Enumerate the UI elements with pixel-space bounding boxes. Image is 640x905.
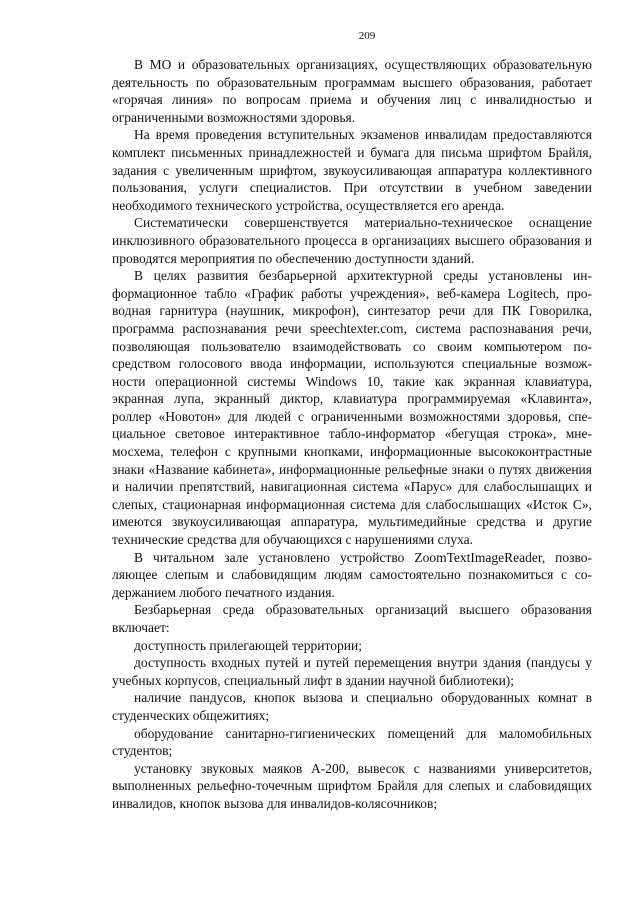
paragraph-barrier-free-intro: Безбарьерная среда образовательных организаций высшего образования включает: — [112, 602, 592, 635]
paragraph-entrance-exams: На время проведения вступительных экзаменов инвалидам предоставляются комплект письменных принадлежностей и бумага для письма шрифтом Брайля, задания с увеличенным шрифтом, звукоусиливающая аппаратура коллективного пользования, услуги специалистов. При отсутствии в учебном заведении необходимого технического устройства, осуществляется его аренда. — [112, 127, 592, 213]
paragraph-hotline: В МО и образовательных организациях, осуществляющих образовательную деятельность по образовательным программам высшего образования, работает «горячая линия» по вопросам приема и обучения лиц с инвалидностью и ограниченными возможностями здоровья. — [112, 57, 592, 125]
page-number: 209 — [358, 30, 376, 42]
paragraph-barrier-free-devices: В целях развития безбарьерной архитектурной среды установлены информационное табло «График работы учреждения», веб-камера Logitech, проводная гарнитура (наушник, микрофон), синтезатор речи для ПК Говорилка, программа распознавания речи speechtexter.com, система распознавания речи, позволяющая пользователю взаимодействовать со своим компьютером посредством голосового ввода информации, используются специальные возможности операционной системы Windows 10, такие как экранная клавиатура, экранная лупа, экранный диктор, клавиатура программируемая «Клавинта», роллер «Новотон» для людей с ограниченными возможностями здоровья, специальное световое интерактивное табло-информатор «бегущая строка», мнемосхема, телефон с крупными кнопками, информационные высококонтрастные знаки «Название кабинета», информационные рельефные знаки о путях движения и наличии препятствий, навигационная система «Парус» для слабослышащих и слепых, стационарная информационная система для слабослышащих «Исток С», имеются звукоусиливающая аппаратура, мультимедийные средства и другие технические средства для обучающихся с нарушениями слуха. — [112, 268, 592, 548]
list-item-dormitories: наличие пандусов, кнопок вызова и специально оборудованных комнат в студенческих общежитиях; — [112, 690, 592, 723]
body-text — [112, 56, 592, 813]
list-item-beacons: установку звуковых маяков А-200, вывесок с названиями университетов, выполненных рельефно-точечным шрифтом Брайля для слепых и слабовидящих инвалидов, кнопок вызова для инвалидов-колясочников; — [112, 760, 592, 811]
paragraph-reading-room: В читальном зале установлено устройство ZoomTextImageReader, позволяющее слепым и слабовидящим людям самостоятельно познакомиться с содержанием любого печатного издания. — [112, 549, 592, 600]
list-item-territory: доступность прилегающей территории; — [134, 637, 362, 653]
list-item-entrances: доступность входных путей и путей перемещения внутри здания (пандусы у учебных корпусов, специальный лифт в здании научной библиотеки); — [112, 655, 592, 688]
paragraph-equipment-improvement: Систематически совершенствуется материально-техническое оснащение инклюзивного образовательного процесса в организациях высшего образования и проводятся мероприятия по обеспечению доступности зданий. — [112, 215, 592, 266]
list-item-sanitary: оборудование санитарно-гигиенических помещений для маломобильных студентов; — [112, 725, 592, 759]
